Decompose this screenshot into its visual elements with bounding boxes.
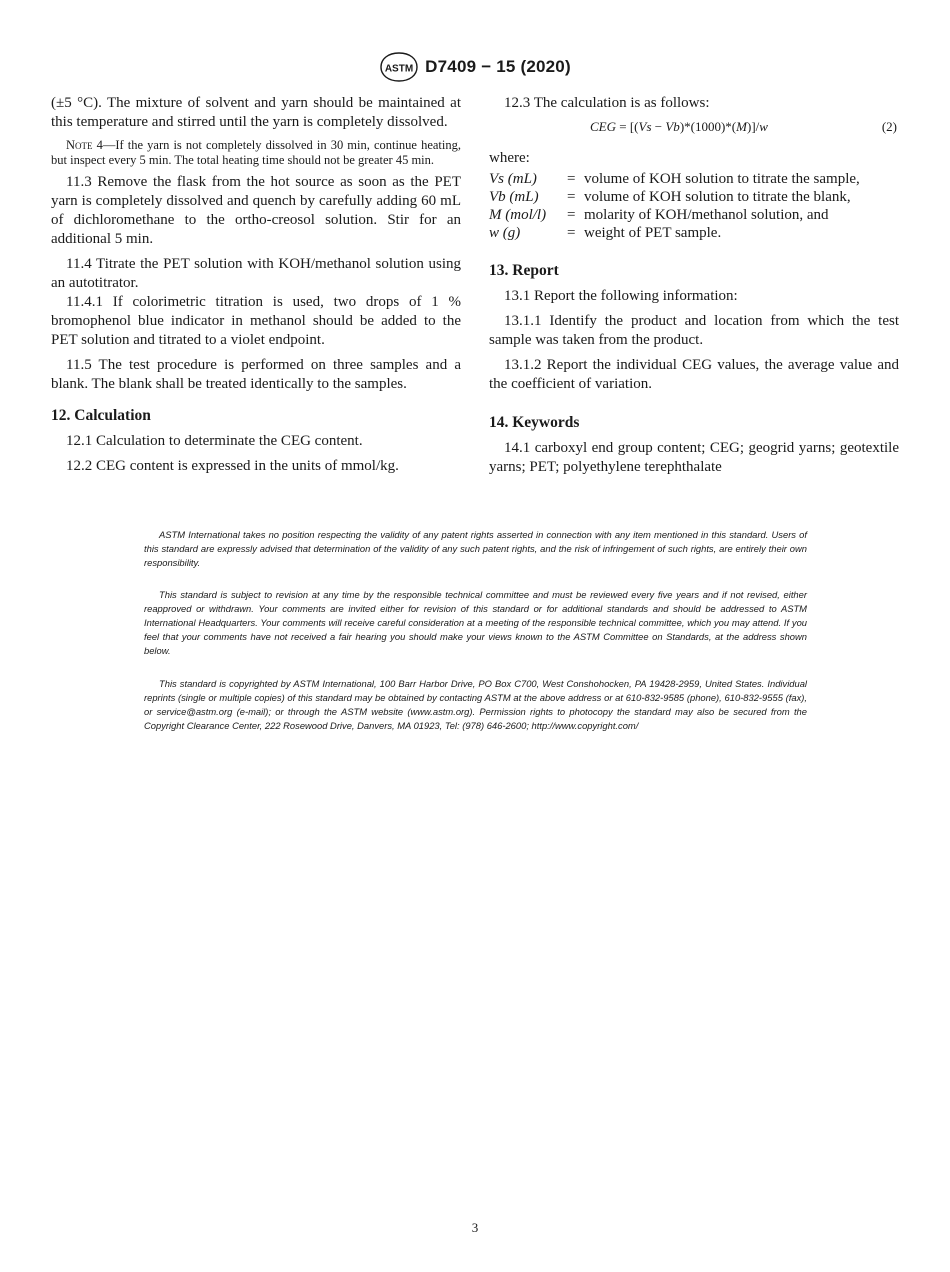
page-number: 3 [471,1220,479,1235]
paragraph-11-5: 11.5 The test procedure is performed on three samples and a blank. The blank shall be treated identically to the samples. [51,357,461,392]
paragraph-11-2-cont: (±5 °C). The mixture of solvent and yarn should be maintained at this temperature and stirred until the yarn is completely dissolved. [51,95,461,130]
equation-number: (2) [881,119,897,134]
paragraph-12-3: 12.3 The calculation is as follows: [504,95,710,111]
variable-symbol: Vs (mL) [489,171,537,187]
paragraph-13-1-1: 13.1.1 Identify the product and location from which the test sample was taken from the product. [489,313,899,348]
variable-symbol: Vb (mL) [489,189,539,205]
variable-description: weight of PET sample. [584,225,722,241]
variable-equals: = [567,207,576,223]
section-14-heading: 14. Keywords [489,414,580,431]
paragraph-14-1: 14.1 carboxyl end group content; CEG; geogrid yarns; geotextile yarns; PET; polyethylene terephthalate [489,440,899,475]
variable-definitions [489,170,860,242]
paragraph-12-1: 12.1 Calculation to determinate the CEG content. [66,433,363,449]
variable-description: volume of KOH solution to titrate the blank, [584,189,851,205]
page-header [0,52,950,82]
variable-symbol: w (g) [489,225,521,241]
paragraph-11-3: 11.3 Remove the flask from the hot source as soon as the PET yarn is completely dissolved and quench by carefully adding 60 mL of dichloromethane to the ortho-creosol solution. Stir for an additional 5 min. [51,174,461,247]
right-column [489,94,899,483]
variable-row [489,224,860,242]
svg-text:ASTM: ASTM [385,63,414,75]
variable-equals: = [567,171,576,187]
variable-symbol: M (mol/l) [489,207,547,223]
variable-equals: = [567,189,576,205]
variable-equals: = [567,225,576,241]
note-4 [51,138,461,168]
paragraph-11-4-1: 11.4.1 If colorimetric titration is used, two drops of 1 % bromophenol blue indicator in methanol should be added to the PET solution and titrated to a violet endpoint. [51,294,461,348]
paragraph-13-1: 13.1 Report the following information: [504,288,738,304]
paragraph-13-1-2: 13.1.2 Report the individual CEG values, the average value and the coefficient of variation. [489,357,899,392]
variable-description: molarity of KOH/methanol solution, and [584,207,829,223]
section-12-heading: 12. Calculation [51,407,151,424]
variable-row [489,188,860,206]
note-label: Note [66,138,93,152]
equation-2 [489,115,899,139]
section-13-heading: 13. Report [489,262,559,279]
revision-notice: This standard is subject to revision at any time by the responsible technical committee and must be reviewed every five years and if not revised, either reapproved or withdrawn. Your comments are invited either for revision of this standard or for additional standards and should be addressed to ASTM International Headquarters. Your comments will receive careful consideration at a meeting of the responsible technical committee, which you may attend. If you feel that your comments have not received a fair hearing you should make your views known to the ASTM Committee on Standards, at the address shown below. [144,589,807,656]
variable-row [489,170,860,188]
paragraph-12-2: 12.2 CEG content is expressed in the units of mmol/kg. [66,458,399,474]
document-id: D7409 − 15 (2020) [425,57,571,76]
left-column [51,94,461,482]
equation-body: CEG = [(Vs − Vb)*(1000)*(M)]/w [590,119,768,134]
copyright-notice: This standard is copyrighted by ASTM International, 100 Barr Harbor Drive, PO Box C700, West Conshohocken, PA 19428-2959, United States. Individual reprints (single or multiple copies) of this standard may be obtained by contacting ASTM at the above address or at 610-832-9585 (phone), 610-832-9555 (fax), or service@astm.org (e-mail); or through the ASTM website (www.astm.org). Permission rights to photocopy the standard may also be secured from the Copyright Clearance Center, 222 Rosewood Drive, Danvers, MA 01923, Tel: (978) 646-2600; http://www.copyright.com/ [144,678,807,731]
paragraph-11-4: 11.4 Titrate the PET solution with KOH/methanol solution using an autotitrator. [51,256,461,291]
variable-row [489,206,860,224]
variable-description: volume of KOH solution to titrate the sample, [584,171,860,187]
note-text: 4—If the yarn is not completely dissolved in 30 min, continue heating, but inspect every 5 min. The total heating time should not be greater 45 min. [51,138,461,167]
where-label: where: [489,150,530,166]
patent-notice: ASTM International takes no position respecting the validity of any patent rights asserted in connection with any item mentioned in this standard. Users of this standard are expressly advised that determination of the validity of any such patent rights, and the risk of infringement of such rights, are entirely their own responsibility. [144,529,807,568]
astm-logo [379,52,419,82]
